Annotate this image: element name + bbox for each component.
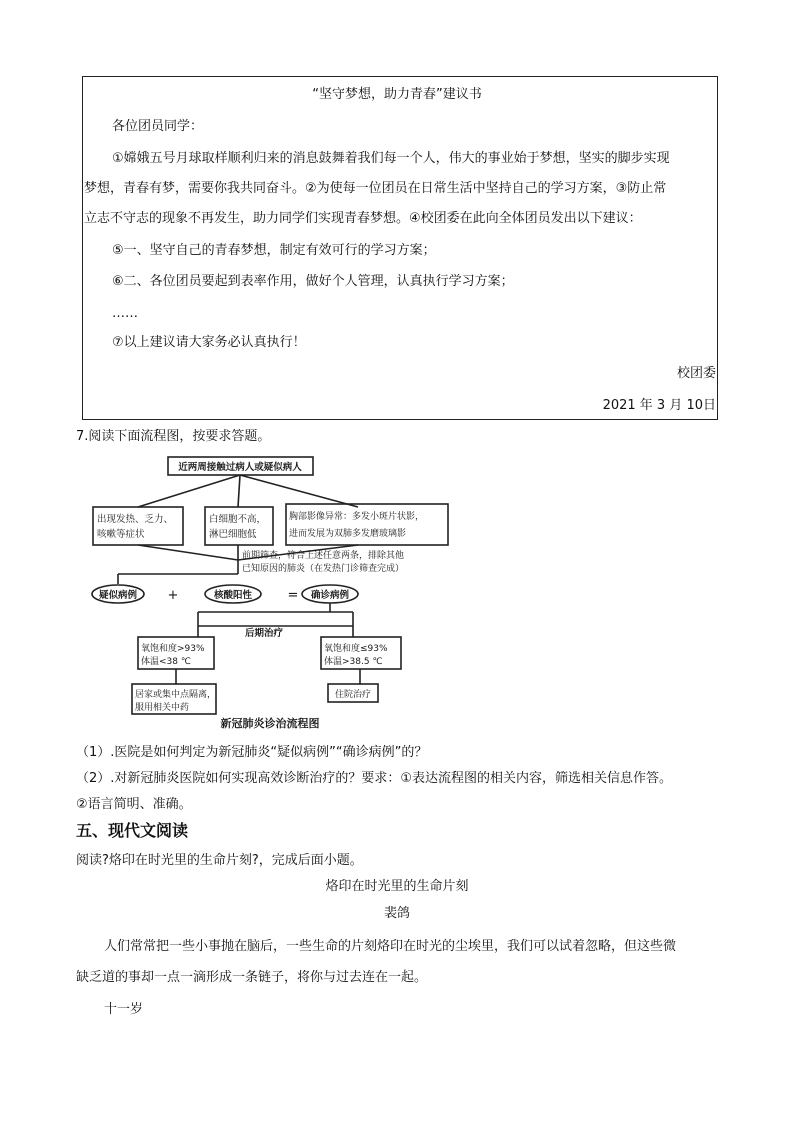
letter-ellipsis: …… [112,306,138,321]
section-heading: 五、现代文阅读 [76,821,189,840]
question-7-sub2-line2: ②语言简明、准确。 [76,797,192,812]
question-7-prompt: 7.阅读下面流程图，按要求答题。 [76,429,271,444]
article-paragraph-line: 人们常常把一些小事抛在脑后，一些生命的片刻烙印在时光的尘埃里，我们可以试着忽略，但这些微 [104,939,677,954]
letter-line: ⑥二、各位团员要起到表率作用，做好个人管理，认真执行学习方案； [112,274,514,289]
flow-branch2-line1: 白细胞不高， [209,514,267,525]
letter-title: “坚守梦想，助力青春”建议书 [312,87,482,102]
article-title: 烙印在时光里的生命片刻 [325,879,469,894]
flow-branch3-line1: 胸部影像异常：多发小斑片状影， [289,512,425,522]
flow-caption: 新冠肺炎诊治流程图 [220,717,320,730]
flow-later-treatment: 后期治疗 [244,628,284,639]
question-7-sub1: （1）.医院是如何判定为新冠肺炎“疑似病例”“确诊病例”的？ [76,745,428,760]
flow-branch1-line2: 咳嗽等症状 [97,529,145,540]
flow-prescreen-line2: 已知原因的肺炎（在发热门诊筛查完成） [242,564,405,574]
letter-greeting: 各位团员同学： [112,119,204,134]
flow-nucleic: 核酸阳性 [213,590,253,601]
flow-right-cond-line2: 体温>38.5 ℃ [324,657,383,667]
flow-branch3-line2: 进而发展为双肺多发磨玻璃影 [289,529,407,539]
letter-date: 2021 年 3 月 10日 [602,398,716,413]
article-subhead: 十一岁 [104,1002,144,1017]
article-paragraph-line: 缺乏道的事却一点一滴形成一条链子，将你与过去连在一起。 [76,970,428,985]
flow-left-cond-line1: 氧饱和度>93% [141,644,205,654]
flow-right-cond-line1: 氧饱和度≤93% [324,644,388,654]
flowchart [88,452,458,732]
flow-right-result: 住院治疗 [334,690,372,700]
flow-confirmed: 确诊病例 [310,590,350,601]
letter-line: ①嫦娥五号月球取样顺利归来的消息鼓舞着我们每一个人，伟大的事业始于梦想，坚实的脚步实现 [112,151,670,166]
flow-left-cond-line2: 体温<38 ℃ [141,657,191,667]
letter-signer: 校团委 [676,366,716,381]
flow-prescreen-line1: 前期筛查，符合上述任意两条，排除其他 [242,551,405,561]
section-intro: 阅读?烙印在时光里的生命片刻?，完成后面小题。 [76,853,363,868]
letter-line: 梦想，青春有梦，需要你我共同奋斗。②为使每一位团员在日常生活中坚持自己的学习方案，③防止常 [84,181,667,196]
flow-branch2-line2: 淋巴细胞低 [209,529,257,540]
letter-line: ⑤一、坚守自己的青春梦想，制定有效可行的学习方案； [112,243,436,258]
letter-line: 立志不守志的现象不再发生，助力同学们实现青春梦想。④校团委在此向全体团员发出以下建议： [84,211,642,226]
article-author: 裴鸽 [383,906,410,921]
flow-top: 近两周接触过病人或疑似病人 [178,462,302,473]
question-7-sub2-line1: （2）.对新冠肺炎医院如何实现高效诊断治疗的？要求：①表达流程图的相关内容，筛选相关信息作答。 [76,771,673,786]
flow-left-result-line1: 居家或集中点隔离， [135,690,217,700]
flow-branch1-line1: 出现发热、乏力、 [97,514,174,525]
letter-line: ⑦以上建议请大家务必认真执行！ [112,335,306,350]
flow-suspected: 疑似病例 [98,590,138,601]
flow-equals: = [287,588,299,603]
flow-plus: + [167,588,179,603]
flow-left-result-line2: 服用相关中药 [135,703,190,713]
